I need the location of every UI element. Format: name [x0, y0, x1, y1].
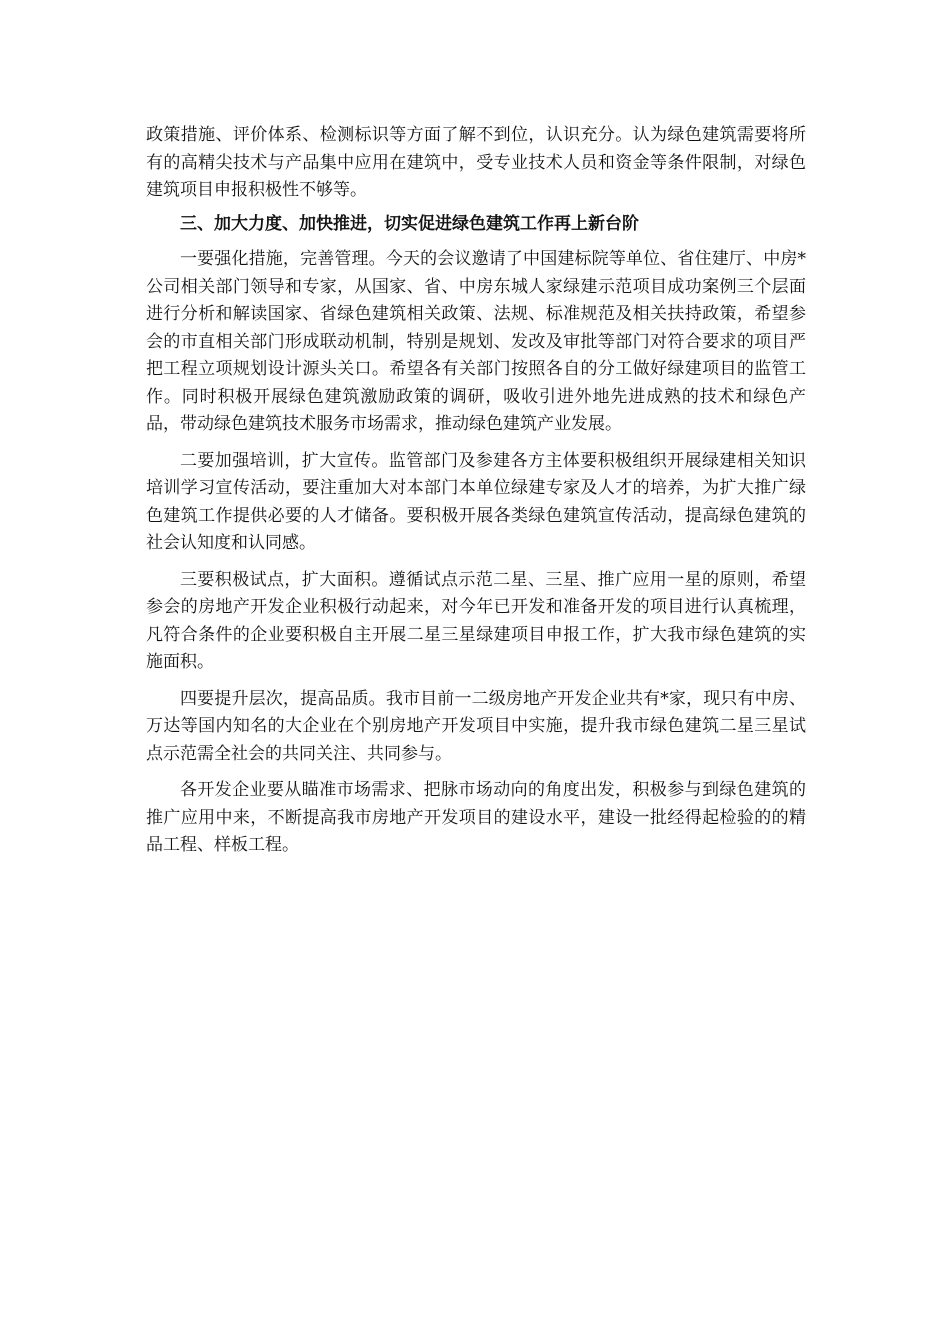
- paragraph-measures: 一要强化措施，完善管理。今天的会议邀请了中国建标院等单位、省住建厅、中房*公司相关部门领导和专家，从国家、省、中房东城人家绿建示范项目成功案例三个层面进行分析和解读国家、省绿色建筑相关政策、法规、标准规范及相关扶持政策，希望参会的市直相关部门形成联动机制，特别是规划、发改及审批等部门对符合要求的项目严把工程立项规划设计源头关口。希望各有关部门按照各自的分工做好绿建项目的监管工作。同时积极开展绿色建筑激励政策的调研，吸收引进外地先进成熟的技术和绿色产品，带动绿色建筑技术服务市场需求，推动绿色建筑产业发展。: [146, 249, 806, 434]
- section-heading: 三、加大力度、加快推进，切实促进绿色建筑工作再上新台阶: [180, 213, 639, 234]
- document-body: [146, 122, 806, 869]
- intro-paragraph: 政策措施、评价体系、检测标识等方面了解不到位，认识充分。认为绿色建筑需要将所有的高精尖技术与产品集中应用在建筑中，受专业技术人员和资金等条件限制，对绿色建筑项目申报积极性不够等。: [146, 125, 806, 200]
- paragraph-developers: 各开发企业要从瞄准市场需求、把脉市场动向的角度出发，积极参与到绿色建筑的推广应用中来，不断提高我市房地产开发项目的建设水平，建设一批经得起检验的的精品工程、样板工程。: [146, 780, 806, 855]
- paragraph-training: 二要加强培训，扩大宣传。监管部门及参建各方主体要积极组织开展绿建相关知识培训学习宣传活动，要注重加大对本部门本单位绿建专家及人才的培养，为扩大推广绿色建筑工作提供必要的人才储备。要积极开展各类绿色建筑宣传活动，提高绿色建筑的社会认知度和认同感。: [146, 450, 806, 553]
- paragraph-quality: 四要提升层次，提高品质。我市目前一二级房地产开发企业共有*家，现只有中房、万达等国内知名的大企业在个别房地产开发项目中实施，提升我市绿色建筑二星三星试点示范需全社会的共同关注、共同参与。: [146, 688, 806, 764]
- paragraph-pilot: 三要积极试点，扩大面积。遵循试点示范二星、三星、推广应用一星的原则，希望参会的房地产开发企业积极行动起来，对今年已开发和准备开发的项目进行认真梳理，凡符合条件的企业要积极自主开展二星三星绿建项目申报工作，扩大我市绿色建筑的实施面积。: [146, 569, 806, 672]
